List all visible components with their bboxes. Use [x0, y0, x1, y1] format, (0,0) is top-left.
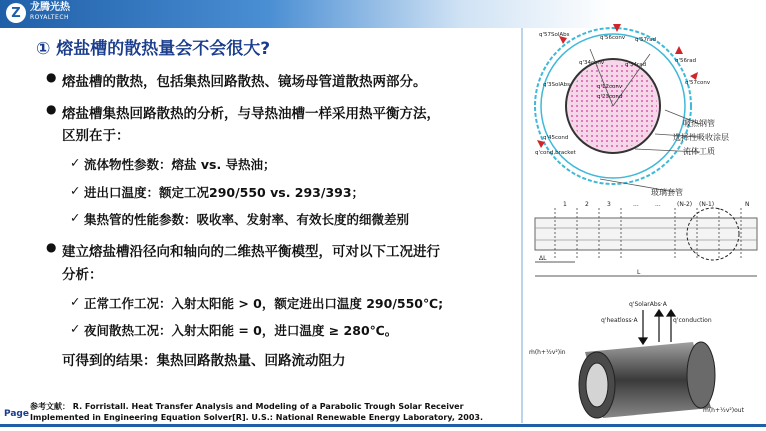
bullet-dot-icon: ●: [46, 70, 57, 84]
logo-en: ROYALTECH: [30, 14, 70, 21]
check-icon: ✓: [70, 183, 81, 198]
segment-n-1: (N-1): [699, 201, 715, 208]
bullet-3: ● 建立熔盐槽沿径向和轴向的二维热平衡模型，可对以下工况进行: [46, 240, 440, 260]
sub-item-4: ✓ 正常工作工况：入射太阳能 > 0，额定进出口温度 290/550℃;: [70, 294, 444, 311]
label-glass: 玻璃套管: [651, 188, 683, 196]
logo-cn: 龙腾光热: [30, 2, 70, 13]
svg-text:ṁ(h+½v²)out: ṁ(h+½v²)out: [703, 407, 744, 414]
segment-ellipsis-1: ...: [633, 201, 639, 208]
segment-1: 1: [563, 201, 567, 208]
sub-item-2: ✓ 进出口温度：额定工况290/550 vs. 293/393；: [70, 183, 365, 200]
result-line: 可得到的结果：集热回路散热量、回路流动阻力: [62, 353, 346, 369]
tube-3d-diagram: [525, 290, 763, 423]
label-absorber: 吸热钢管: [683, 119, 715, 128]
bullet-2: ● 熔盐槽集热回路散热的分析，与导热油槽一样采用热平衡方法，: [46, 102, 440, 122]
svg-text:q'34rad: q'34rad: [625, 62, 647, 68]
sub-item-3: ✓ 集热管的性能参数：吸收率、发射率、有效长度的细微差别: [70, 210, 410, 227]
page-label: Page: [4, 409, 29, 419]
segment-n: N: [745, 201, 750, 208]
svg-text:q'conduction: q'conduction: [673, 317, 712, 324]
label-coating: 选择性吸收涂层: [673, 133, 729, 142]
cross-section-diagram: [525, 14, 763, 196]
reference-label: 参考文献：: [30, 402, 70, 411]
bullet-dot-icon: ●: [46, 240, 57, 254]
svg-text:q'SolarAbs·A: q'SolarAbs·A: [629, 301, 667, 308]
reference: [30, 401, 520, 423]
segment-ellipsis-2: ...: [655, 201, 661, 208]
svg-text:ṁ(h+½v²)in: ṁ(h+½v²)in: [529, 349, 566, 356]
svg-text:q'3SolAbs: q'3SolAbs: [543, 82, 571, 88]
axial-diagram: [525, 196, 763, 288]
segment-n-2: (N-2): [677, 201, 693, 208]
svg-text:q'57SolAbs: q'57SolAbs: [539, 32, 570, 38]
tube-body: [535, 218, 757, 250]
bullet-dot-icon: ●: [46, 102, 57, 116]
svg-text:q'56conv: q'56conv: [600, 35, 626, 41]
tube-front-inner: [586, 363, 608, 407]
svg-text:q'57rad: q'57rad: [635, 37, 657, 43]
company-logo: [6, 3, 70, 23]
svg-text:q'12conv: q'12conv: [597, 84, 623, 90]
dl-label: ΔL: [539, 255, 547, 262]
check-icon: ✓: [70, 321, 81, 336]
logo-icon: Z: [6, 3, 26, 23]
svg-text:q'34conv: q'34conv: [579, 60, 605, 66]
slide-title: ① 熔盐槽的散热量会不会很大?: [36, 39, 271, 59]
svg-text:q'45cond: q'45cond: [543, 135, 569, 141]
segment-2: 2: [585, 201, 589, 208]
bullet-1: ● 熔盐槽的散热，包括集热回路散热、镜场母管道散热两部分。: [46, 70, 427, 90]
check-icon: ✓: [70, 210, 81, 225]
check-icon: ✓: [70, 155, 81, 170]
reference-text: R. Forristall. Heat Transfer Analysis and Modeling of a Parabolic Trough Solar Receiver Implemented in Engineering Equation Solver[R]. U.S.: National Renewable Energy Laboratory, 2003.: [30, 402, 484, 422]
length-label: L: [637, 269, 641, 276]
check-icon: ✓: [70, 294, 81, 309]
svg-text:q'23cond: q'23cond: [597, 94, 623, 100]
segment-3: 3: [607, 201, 611, 208]
label-fluid: 流体工质: [683, 147, 715, 156]
svg-text:q'cond,bracket: q'cond,bracket: [535, 150, 576, 156]
tube-back-end: [687, 342, 715, 408]
svg-text:q'57conv: q'57conv: [685, 80, 711, 86]
svg-text:q'heatloss·A: q'heatloss·A: [601, 317, 638, 324]
sub-item-1: ✓ 流体物性参数：熔盐 vs. 导热油；: [70, 155, 276, 172]
svg-text:q'56rad: q'56rad: [675, 58, 697, 64]
sub-item-5: ✓ 夜间散热工况：入射太阳能 = 0，进口温度 ≥ 280℃。: [70, 321, 398, 338]
footer-line: [0, 424, 766, 427]
bullet-2-cont: 区别在于：: [62, 128, 130, 144]
bullet-3-cont: 分析：: [62, 267, 103, 283]
right-divider: [521, 28, 523, 423]
